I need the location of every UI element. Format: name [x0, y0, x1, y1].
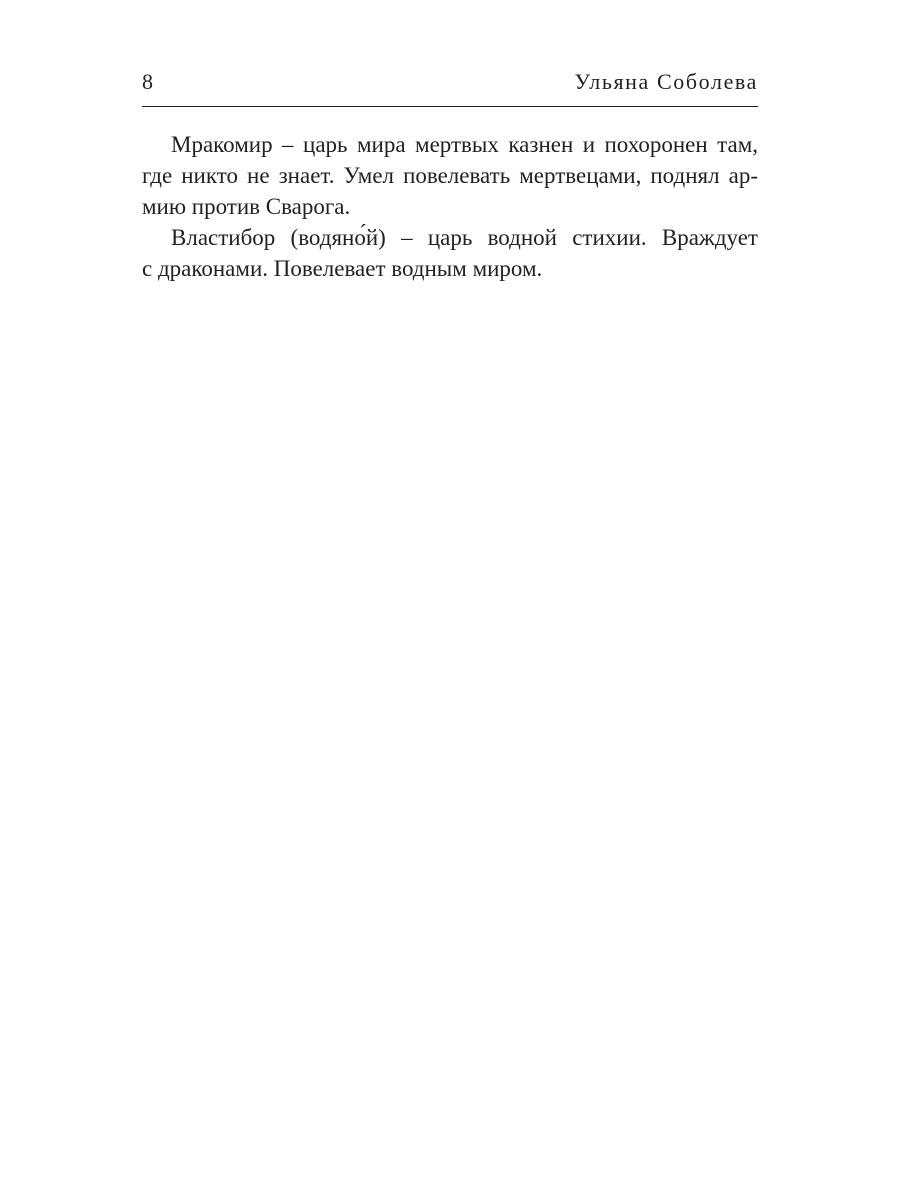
text-line: Властибор (водяно́й) – царь водной стихии. Враждует — [171, 225, 758, 250]
text-line: с драконами. Повелевает водным миром. — [142, 256, 543, 281]
body-text — [142, 129, 758, 284]
page-number: 8 — [142, 69, 153, 94]
text-line: мию против Сварога. — [142, 194, 351, 219]
running-head-author: Ульяна Соболева — [574, 69, 758, 94]
text-line: где никто не знает. Умел повелевать мертвецами, поднял ар- — [142, 163, 758, 188]
paragraph-mrakomir — [142, 129, 758, 222]
text-line: Мракомир – царь мира мертвых казнен и похоронен там, — [171, 132, 758, 157]
paragraph-vlastibor — [142, 222, 758, 284]
running-header — [142, 66, 758, 107]
